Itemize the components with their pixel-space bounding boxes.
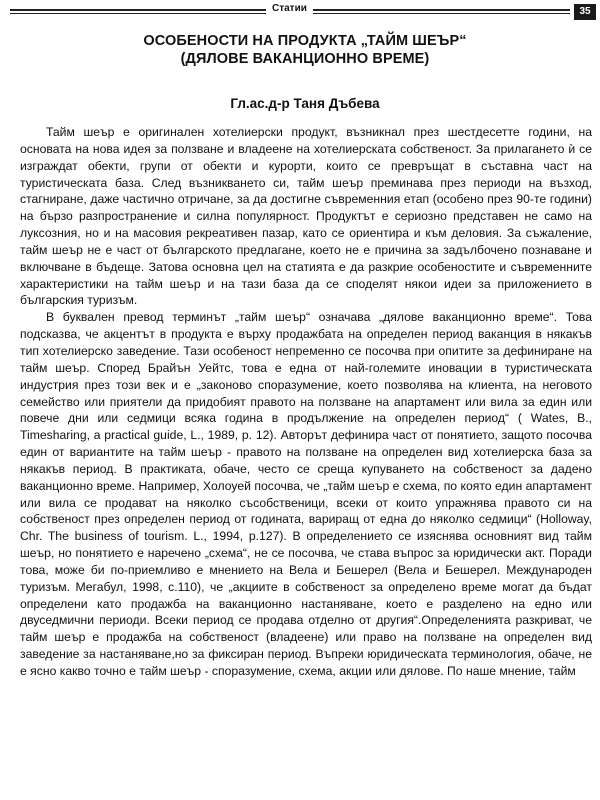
article-title — [30, 32, 580, 68]
article-body — [20, 124, 592, 680]
section-name: Статии — [266, 2, 313, 16]
paragraph-2: В буквален превод терминът „тайм шеър“ означава „дялове ваканционно време“. Това подсказва, че акцентът в продукта е върху продажбата на определен период ваканция в някакъв тип хотелиерско заведение. Тази особеност непременно се посочва при опитите за дефиниране на тайм шеър. Според Брайън Уейтс, това е една от най-големите иновации в туристическата индустрия през този век и е „законово споразумение, което позволява на клиента, на неговото семейство или приятели да придобият правото на ползване на апартамент или вила за един или повече дни или седмици всяка година в продължение на определен период“ ( Wates, B., Timesharing, a practical guide, L., 1989, p. 12). Авторът дефинира част от понятието, защото посочва един от вариантите на тайм шеър - правото на ползване на определен вид хотелиерска база за някакъв период. В практиката, обаче, често се среща купуването на собственост за дадено ваканционно време. Например, Холоуей посочва, че „тайм шеър е схема, по която един апартамент или вила се продават на няколко съсобственици, всеки от които упражнява правото си на собственост през определен период от годината, вариращ от една до няколко седмици“ (Holloway, Chr. The business of tourism. L., 1994, p.127). В определението се изяснява основният вид тайм шеър, но понятието е наречено „схема“, не се посочва, че става въпрос за юридически акт. Поради това, може би по-приемливо е мнението на Вела и Бешерел (Вела и Бешерел. Международен туризъм. Мегабул, 1998, с.110), че „акциите в собственост за определено време могат да бъдат определени като продажба на ваканционно настаняване, което е разделено на едно или двуседмични периоди. Всеки период се продава отделно от другия“.Определенията разкриват, че тайм шеър е продажба на собственост (владеене) или право на ползване на определен вид заведение за настаняване,но за фиксиран период. Въпреки юридическата терминология, обаче, не е ясно какво точно е тайм шеър - споразумение, схема, акции или дялове. По наше мнение, тайм — [20, 310, 592, 678]
title-line-1: ОСОБЕНОСТИ НА ПРОДУКТА „ТАЙМ ШЕЪР“ — [143, 33, 467, 49]
running-header — [0, 0, 600, 24]
article-author: Гл.ас.д-р Таня Дъбева — [230, 96, 380, 111]
page-number-badge: 35 — [574, 4, 596, 20]
paragraph-1: Тайм шеър е оригинален хотелиерски продукт, възникнал през шестдесетте години, на основата на нова идея за ползване и владеене на хотелиерската собственост. За прилагането ѝ се изграждат обекти, групи от обекти и курорти, които се превръщат в съставна част на туристическата база. След възникването си, тайм шеър преминава през периоди на възход, стагниране, даже частично отричане, за да достигне съвременния етап (особено през 90-те години) на бързо разпространение и силна популярност. Продуктът е сериозно представен не само на луксозния, но и на масовия рекреативен пазар, като се ориентира и към деловия. За съжаление, тайм шеър не е част от българското предлагане, което не е причина за задълбочено познаване и включване в бъдеще. Затова основна цел на статията е да разкрие особеностите и съвременните характеристики на тайм шеър и на тази база да се споделят някои идеи за приложението в българския туризъм. — [20, 125, 592, 308]
title-line-2: (ДЯЛОВЕ ВАКАНЦИОННО ВРЕМЕ) — [180, 51, 430, 67]
